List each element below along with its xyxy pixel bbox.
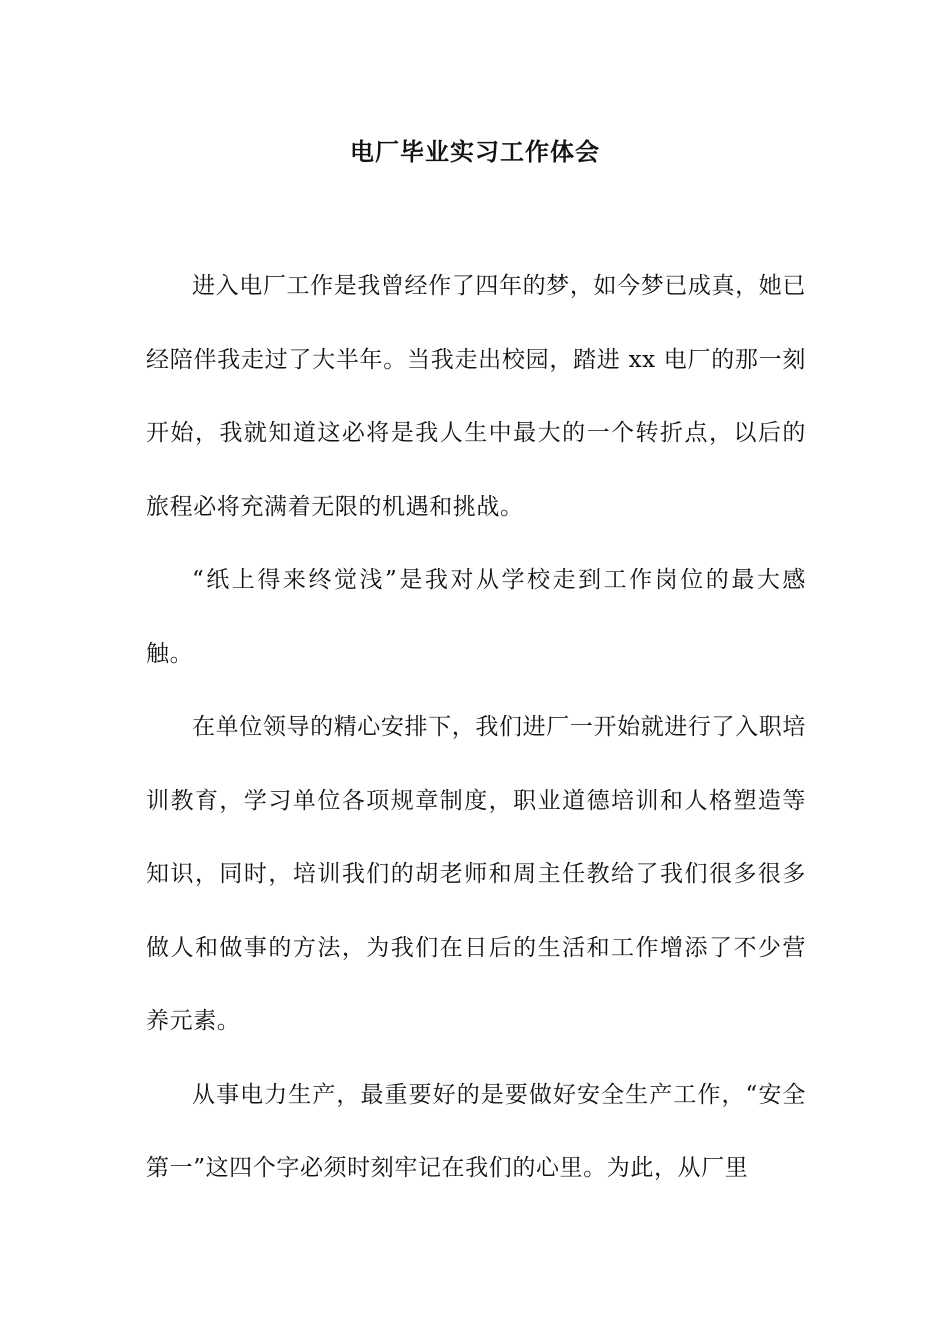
paragraph-2: “纸上得来终觉浅”是我对从学校走到工作岗位的最大感触。: [146, 567, 806, 667]
paragraph-1: 进入电厂工作是我曾经作了四年的梦，如今梦已成真，她已经陪伴我走过了大半年。当我走出校园，踏进 xx 电厂的那一刻开始，我就知道这必将是我人生中最大的一个转折点，以后的旅程必将充满着无限的机遇和挑战。: [146, 273, 806, 520]
paragraph-3: 在单位领导的精心安排下，我们进厂一开始就进行了入职培训教育，学习单位各项规章制度，职业道德培训和人格塑造等知识，同时，培训我们的胡老师和周主任教给了我们很多很多做人和做事的方法，为我们在日后的生活和工作增添了不少营养元素。: [146, 714, 806, 1034]
document-title: 电厂毕业实习工作体会: [350, 137, 600, 166]
document-body: [146, 250, 806, 1206]
paragraph-4: 从事电力生产，最重要好的是要做好安全生产工作，“安全第一”这四个字必须时刻牢记在我们的心里。为此，从厂里: [146, 1081, 806, 1181]
